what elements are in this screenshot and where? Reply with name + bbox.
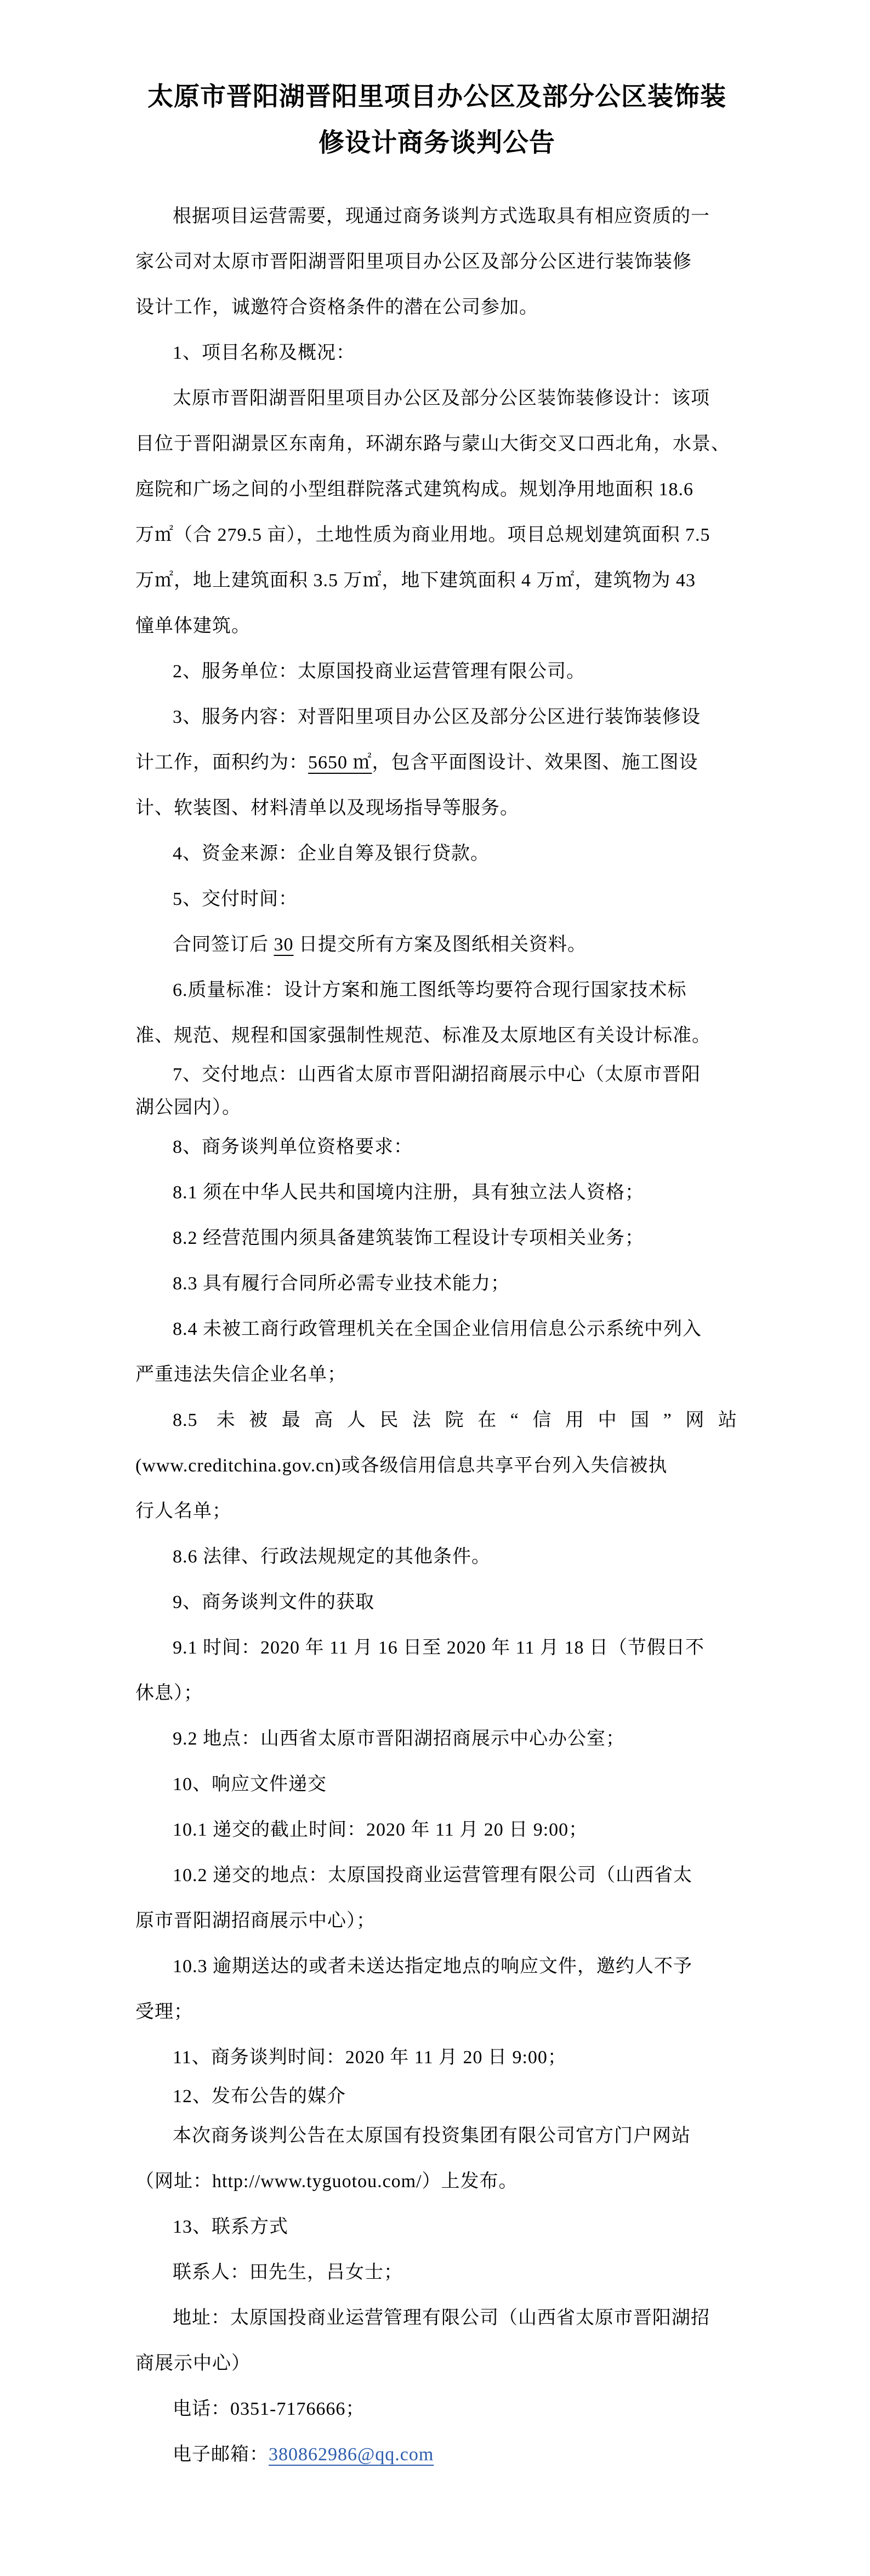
line-item-3: 计、软装图、材料清单以及现场指导等服务。 — [135, 798, 519, 818]
document-body — [135, 194, 738, 2477]
line-item-10-1: 10.1 递交的截止时间：2020 年 11 月 20 日 9:00； — [173, 1820, 588, 1840]
line-item-12-body: （网址：http://www.tyguotou.com/）上发布。 — [135, 2171, 518, 2192]
line-item-1-heading: 1、项目名称及概况： — [173, 343, 355, 363]
line-item-8-heading: 8、商务谈判单位资格要求： — [173, 1137, 413, 1157]
line-item-10-3: 10.3 逾期送达的或者未送达指定地点的响应文件，邀约人不予 — [173, 1956, 692, 1977]
line-item-9-1: 9.1 时间：2020 年 11 月 16 日至 2020 年 11 月 18 日（节假日不 — [173, 1638, 704, 1658]
line-item-5-heading: 5、交付时间： — [173, 889, 298, 909]
line-item-12-body: 本次商务谈判公告在太原国有投资集团有限公司官方门户网站 — [173, 2126, 691, 2146]
line-contact-address: 地址：太原国投商业运营管理有限公司（山西省太原市晋阳湖招 — [173, 2308, 710, 2328]
line-item-8-5-rest: 行人名单； — [135, 1501, 231, 1521]
line-item-1-body: 憧单体建筑。 — [135, 616, 251, 636]
line-item-7: 7、交付地点：山西省太原市晋阳湖招商展示中心（太原市晋阳 — [173, 1065, 701, 1085]
line-item-6: 6.质量标准：设计方案和施工图纸等均要符合现行国家技术标 — [173, 980, 687, 1000]
line-item-3: 3、服务内容：对晋阳里项目办公区及部分公区进行装饰装修设 — [173, 707, 701, 727]
line-item-1-body: 庭院和广场之间的小型组群院落式建筑构成。规划净用地面积 18.6 — [135, 479, 693, 500]
line-item-13-heading: 13、联系方式 — [173, 2217, 288, 2237]
line-intro: 设计工作，诚邀符合资格条件的潜在公司参加。 — [135, 297, 538, 318]
line-item-10-2: 原市晋阳湖招商展示中心）； — [135, 1911, 376, 1931]
document-title — [135, 74, 738, 166]
line-item-9-2: 9.2 地点：山西省太原市晋阳湖招商展示中心办公室； — [173, 1729, 625, 1749]
line-item-2: 2、服务单位：太原国投商业运营管理有限公司。 — [173, 661, 585, 682]
line-item-4: 4、资金来源：企业自筹及银行贷款。 — [173, 843, 490, 864]
line-item-11: 11、商务谈判时间：2020 年 11 月 20 日 9:00； — [173, 2047, 567, 2068]
line-intro: 根据项目运营需要，现通过商务谈判方式选取具有相应资质的一 — [173, 206, 710, 227]
text-segment: 30 — [274, 935, 294, 955]
line-item-10-3: 受理； — [135, 2002, 193, 2022]
line-contact-phone: 电话：0351-7176666； — [173, 2399, 365, 2419]
line-item-5-body — [135, 922, 738, 967]
line-item-1-body: 万㎡（合 279.5 亩），土地性质为商业用地。项目总规划建筑面积 7.5 — [135, 525, 710, 545]
line-item-8-6: 8.6 法律、行政法规规定的其他条件。 — [173, 1547, 491, 1567]
line-item-8-5-first: 8.5 未被最高人民法院在“信用中国”网站 — [173, 1410, 737, 1430]
line-item-10-heading: 10、响应文件递交 — [173, 1774, 327, 1794]
line-item-1-body: 太原市晋阳湖晋阳里项目办公区及部分公区装饰装修设计：该项 — [173, 388, 710, 409]
line-item-8-3: 8.3 具有履行合同所必需专业技术能力； — [173, 1273, 510, 1294]
text-segment: 电子邮箱： — [173, 2444, 269, 2465]
text-segment: 计工作，面积约为： — [135, 752, 308, 773]
line-item-8-1: 8.1 须在中华人民共和国境内注册，具有独立法人资格； — [173, 1182, 644, 1203]
line-item-8-4: 严重违法失信企业名单； — [135, 1365, 346, 1385]
line-contact-address: 商展示中心） — [135, 2353, 251, 2374]
text-segment: 日提交所有方案及图纸相关资料。 — [293, 935, 587, 955]
text-segment: 5650 ㎡ — [308, 752, 372, 773]
line-item-8-2: 8.2 经营范围内须具备建筑装饰工程设计专项相关业务； — [173, 1228, 644, 1248]
text-segment: ，包含平面图设计、效果图、施工图设 — [372, 752, 698, 773]
text-segment: 合同签订后 — [173, 935, 274, 955]
line-contact-email — [135, 2432, 738, 2477]
line-item-8-4: 8.4 未被工商行政管理机关在全国企业信用信息公示系统中列入 — [173, 1319, 702, 1339]
line-item-9-heading: 9、商务谈判文件的获取 — [173, 1592, 374, 1612]
line-item-1-body: 万㎡，地上建筑面积 3.5 万㎡，地下建筑面积 4 万㎡，建筑物为 43 — [135, 570, 696, 591]
document-title-line: 修设计商务谈判公告 — [319, 129, 555, 157]
line-item-1-body: 目位于晋阳湖景区东南角，环湖东路与蒙山大街交叉口西北角，水景、 — [135, 434, 730, 454]
line-item-12-heading: 12、发布公告的媒介 — [173, 2086, 346, 2107]
document-title-line: 太原市晋阳湖晋阳里项目办公区及部分公区装饰装 — [147, 83, 726, 111]
line-item-8-5-rest: (www.creditchina.gov.cn)或各级信用信息共享平台列入失信被执 — [135, 1456, 668, 1476]
line-item-6: 准、规范、规程和国家强制性规范、标准及太原地区有关设计标准。 — [135, 1026, 711, 1046]
line-item-10-2: 10.2 递交的地点：太原国投商业运营管理有限公司（山西省太 — [173, 1865, 692, 1886]
line-intro: 家公司对太原市晋阳湖晋阳里项目办公区及部分公区进行装饰装修 — [135, 252, 692, 272]
line-item-9-1: 休息）； — [135, 1683, 203, 1703]
line-contact-person: 联系人：田先生，吕女士； — [173, 2262, 403, 2283]
email-link[interactable]: 380862986@qq.com — [269, 2444, 434, 2465]
line-item-3 — [135, 740, 738, 785]
line-item-7: 湖公园内）。 — [135, 1097, 241, 1118]
